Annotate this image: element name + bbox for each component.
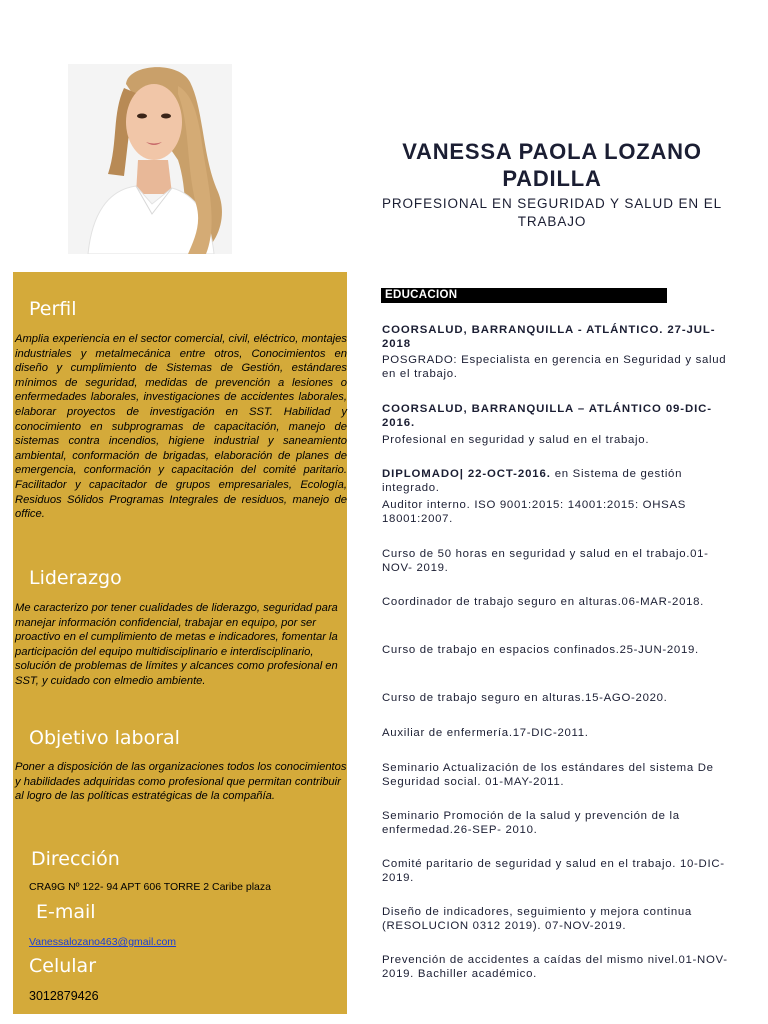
education-entry-desc: Profesional en seguridad y salud en el trabajo. xyxy=(382,434,650,446)
education-entry-desc: Auditor interno. ISO 9001:2015: 14001:2015: OHSAS 18001:2007. xyxy=(382,499,687,525)
course-item: Diseño de indicadores, seguimiento y mejora continua (RESOLUCION 0312 2019). 07-NOV-2019. xyxy=(382,906,692,932)
course-item: Curso de trabajo en espacios confinados.25-JUN-2019. xyxy=(382,644,699,656)
full-name: VANESSA PAOLA LOZANO PADILLA xyxy=(402,139,702,191)
course-item: Prevención de accidentes a caídas del mismo nivel.01-NOV-2019. Bachiller académico. xyxy=(382,954,728,980)
course-item: Seminario Actualización de los estándares del sistema De Seguridad social. 01-MAY-2011. xyxy=(382,762,714,788)
education-heading: EDUCACION xyxy=(381,288,667,303)
education-entry-1 xyxy=(382,323,732,351)
phone-text: 3012879426 xyxy=(29,989,99,1003)
job-title: PROFESIONAL EN SEGURIDAD Y SALUD EN EL TRABAJO xyxy=(381,196,723,229)
course-item: Auxiliar de enfermería.17-DIC-2011. xyxy=(382,727,589,739)
education-entry-subtitle: en Sistema de gestión integrado. xyxy=(382,468,683,494)
education-entry-3 xyxy=(382,467,732,495)
profile-text: Amplia experiencia en el sector comercial, civil, eléctrico, montajes industriales y metalmecánica entre otros, Conocimientos en diseño y cumplimiento de Sistemas de Gestión, estándares mínimos de seguridad, medidas de prevención a lesiones o enfermedades laborales, investigaciones de accidentes laborales, elaborar proyectos de investigación en SST. Habilidad y conocimiento en subprogramas de capacitación, manejo de sistemas contra incendios, higiene industrial y saneamiento ambiental, conformación de brigadas, elaboración de planes de emergencia, conformación y capacitación del comité paritario. Facilitador y capacitador de grupos empresariales, Ecología, Residuos Sólidos Programas Integrales de residuos, manejo de office. xyxy=(15,333,347,521)
address-heading: Dirección xyxy=(31,848,120,870)
education-entry-desc: POSGRADO: Especialista en gerencia en Seguridad y salud en el trabajo. xyxy=(382,354,727,380)
objective-heading: Objetivo laboral xyxy=(29,727,180,749)
email-heading: E-mail xyxy=(36,901,96,923)
course-item: Coordinador de trabajo seguro en alturas.06-MAR-2018. xyxy=(382,596,705,608)
course-item: Comité paritario de seguridad y salud en el trabajo. 10-DIC-2019. xyxy=(382,858,725,884)
education-entry-title: COORSALUD, BARRANQUILLA - ATLÁNTICO. 27-JUL-2018 xyxy=(382,324,716,350)
leadership-heading: Liderazgo xyxy=(29,567,122,589)
sidebar xyxy=(13,272,347,1014)
address-text: CRA9G Nº 122- 94 APT 606 TORRE 2 Caribe plaza xyxy=(29,881,271,893)
objective-text: Poner a disposición de las organizaciones todos los conocimientos y habilidades adquiridas como profesional que permitan contribuir al logro de las políticas estratégicas de la compañía. xyxy=(15,761,347,803)
course-item: Seminario Promoción de la salud y prevención de la enfermedad.26-SEP- 2010. xyxy=(382,810,680,836)
education-entry-title: DIPLOMADO| 22-OCT-2016. xyxy=(382,468,551,480)
email-link[interactable]: Vanessalozano463@gmail.com xyxy=(29,936,177,948)
course-item: Curso de trabajo seguro en alturas.15-AGO-2020. xyxy=(382,692,668,704)
leadership-text: Me caracterizo por tener cualidades de liderazgo, seguridad para manejar información confidencial, trabajar en equipo, por ser proactivo en el cumplimiento de metas e indicadores, fomentar la participación del equipo multidisciplinario e interdisciplinario, solución de problemas de límites y alcances como profesional en SST, y cuidado con elmedio ambiente. xyxy=(15,602,338,687)
phone-heading: Celular xyxy=(29,955,97,977)
course-item: Curso de 50 horas en seguridad y salud en el trabajo.01-NOV- 2019. xyxy=(382,548,709,574)
education-entry-title: COORSALUD, BARRANQUILLA – ATLÁNTICO 09-DIC-2016. xyxy=(382,403,712,429)
profile-photo xyxy=(68,64,232,254)
education-entry-2 xyxy=(382,402,732,430)
profile-heading: Perfil xyxy=(29,298,77,320)
